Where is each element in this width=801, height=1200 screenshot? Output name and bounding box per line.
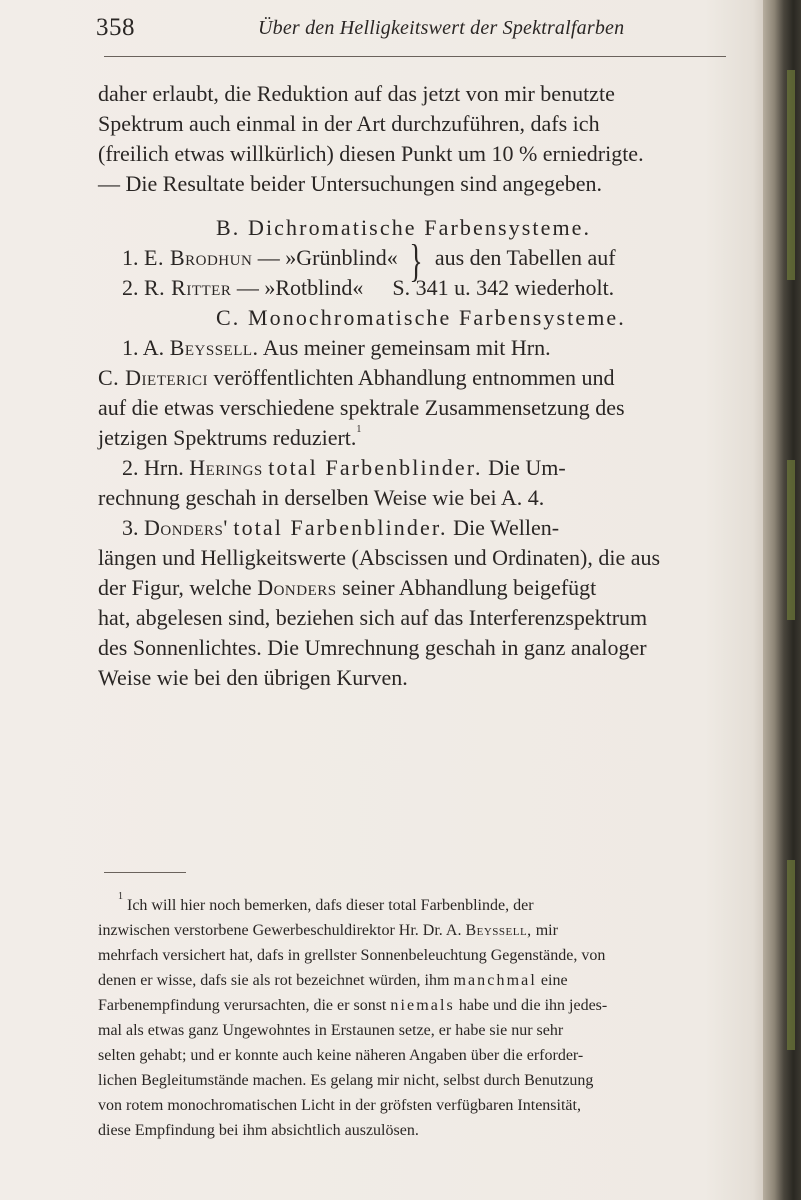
edge-tint [787,460,795,620]
footnote-line: von rotem monochromatischen Licht in der gröfsten verfügbaren Intensität, [98,1097,581,1114]
main-text [98,79,740,693]
text-line [98,363,740,393]
entry-number: 1. [122,245,139,270]
footnote-marker: 1 [118,890,123,902]
author-name: Beyssell. [169,335,259,360]
text-line: Spektrum auch einmal in der Art durchzuführen, dafs ich [98,111,600,136]
entry-text: 3. [122,515,139,540]
entry-text: der Figur, welche [98,575,252,600]
text-line: — Die Resultate beider Untersuchungen sind angegeben. [98,171,603,196]
edge-tint [787,860,795,1050]
spaced-term: total Farbenblinder. [268,455,483,480]
footnote-text: eine [540,972,568,989]
entry-text: aus den Tabellen auf [434,245,616,270]
footnote-line [98,890,740,918]
text-line [98,573,740,603]
entry-text: seiner Abhandlung beigefügt [342,575,597,600]
author-name: R. Ritter [144,275,232,300]
text-line: Weise wie bei den übrigen Kurven. [98,665,408,690]
spaced-term: manchmal [453,972,537,989]
author-name: Herings [189,455,263,480]
footnote-text: denen er wisse, dafs sie als rot bezeichnet würden, ihm [98,972,450,989]
header-rule [104,56,726,57]
footnote-line: mal als etwas ganz Ungewohntes in Erstaunen setze, er habe sie nur sehr [98,1022,564,1039]
footnote-text: inzwischen verstorbene Gewerbeschuldirektor Hr. Dr. A. [98,922,462,939]
entry-line [98,513,740,543]
author-name: Donders' [144,515,228,540]
entry-text: 2. Hrn. [122,455,184,480]
text-line [98,423,740,453]
footnote-text: mir [535,922,558,939]
entry-line: 1. E. Brodhun — »Grünblind« } aus den Tabellen auf [122,235,616,286]
text-line: hat, abgelesen sind, beziehen sich auf das Interferenzspektrum [98,605,648,630]
text-line: längen und Helligkeitswerte (Abscissen und Ordinaten), die aus [98,545,661,570]
footnote-line: lichen Begleitumstände machen. Es gelang mir nicht, selbst durch Benutzung [98,1072,594,1089]
footnote-text: Farbenempfindung verursachten, die er sonst [98,997,387,1014]
edge-tint [787,70,795,280]
author-name: Donders [257,575,337,600]
entry-text: veröffentlichten Abhandlung entnommen und [213,365,615,390]
text-line: daher erlaubt, die Reduktion auf das jetzt von mir benutzte [98,81,615,106]
footnote-line: diese Empfindung bei ihm absichtlich auszulösen. [98,1122,419,1139]
footnote-line: mehrfach versichert hat, dafs in grellster Sonnenbeleuchtung Gegenstände, von [98,947,606,964]
running-head: Über den Helligkeitswert der Spektralfarben [258,17,625,39]
author-name: C. Dieterici [98,365,209,390]
entry-text: S. 341 u. 342 wiederholt. [392,275,615,300]
spaced-term: total Farbenblinder. [233,515,448,540]
footnote [98,890,740,1143]
entry-text: jetzigen Spektrums reduziert. [98,425,357,450]
author-name: E. Brodhun [144,245,253,270]
section-heading-b: B. Dichromatische Farbensysteme. [216,215,592,240]
footnote-text: Ich will hier noch bemerken, dafs dieser total Farbenblinde, der [127,897,534,914]
entry-text: 1. A. [122,335,165,360]
footnote-line [98,918,740,943]
author-name: Beyssell, [465,922,532,939]
footnote-line [98,968,740,993]
entry-text: Die Wellen- [453,515,560,540]
text-line: rechnung geschah in derselben Weise wie bei A. 4. [98,485,545,510]
footnote-reference[interactable]: 1 [356,423,362,435]
entry-text: — »Rotblind« [236,275,364,300]
entry-number: 2. [122,275,139,300]
entry-line [98,453,740,483]
entry-line [98,333,740,363]
page-header [96,14,746,48]
spaced-term: niemals [390,997,455,1014]
text-line: des Sonnenlichtes. Die Umrechnung geschah in ganz analoger [98,635,647,660]
entry-text: — »Grünblind« [257,245,398,270]
section-heading-c: C. Monochromatische Farbensysteme. [216,305,626,330]
footnote-line [98,993,740,1018]
page-number: 358 [96,14,135,41]
text-line: auf die etwas verschiedene spektrale Zusammensetzung des [98,395,625,420]
footnote-line: selten gehabt; und er konnte auch keine näheren Angaben über die erforder- [98,1047,584,1064]
footnote-text: habe und die ihn jedes- [458,997,608,1014]
entry-text: Die Um- [488,455,566,480]
text-line: (freilich etwas willkürlich) diesen Punkt um 10 % erniedrigte. [98,141,644,166]
footnote-rule [104,872,186,873]
entry-text: Aus meiner gemeinsam mit Hrn. [262,335,551,360]
page-edge-shadow [763,0,801,1200]
